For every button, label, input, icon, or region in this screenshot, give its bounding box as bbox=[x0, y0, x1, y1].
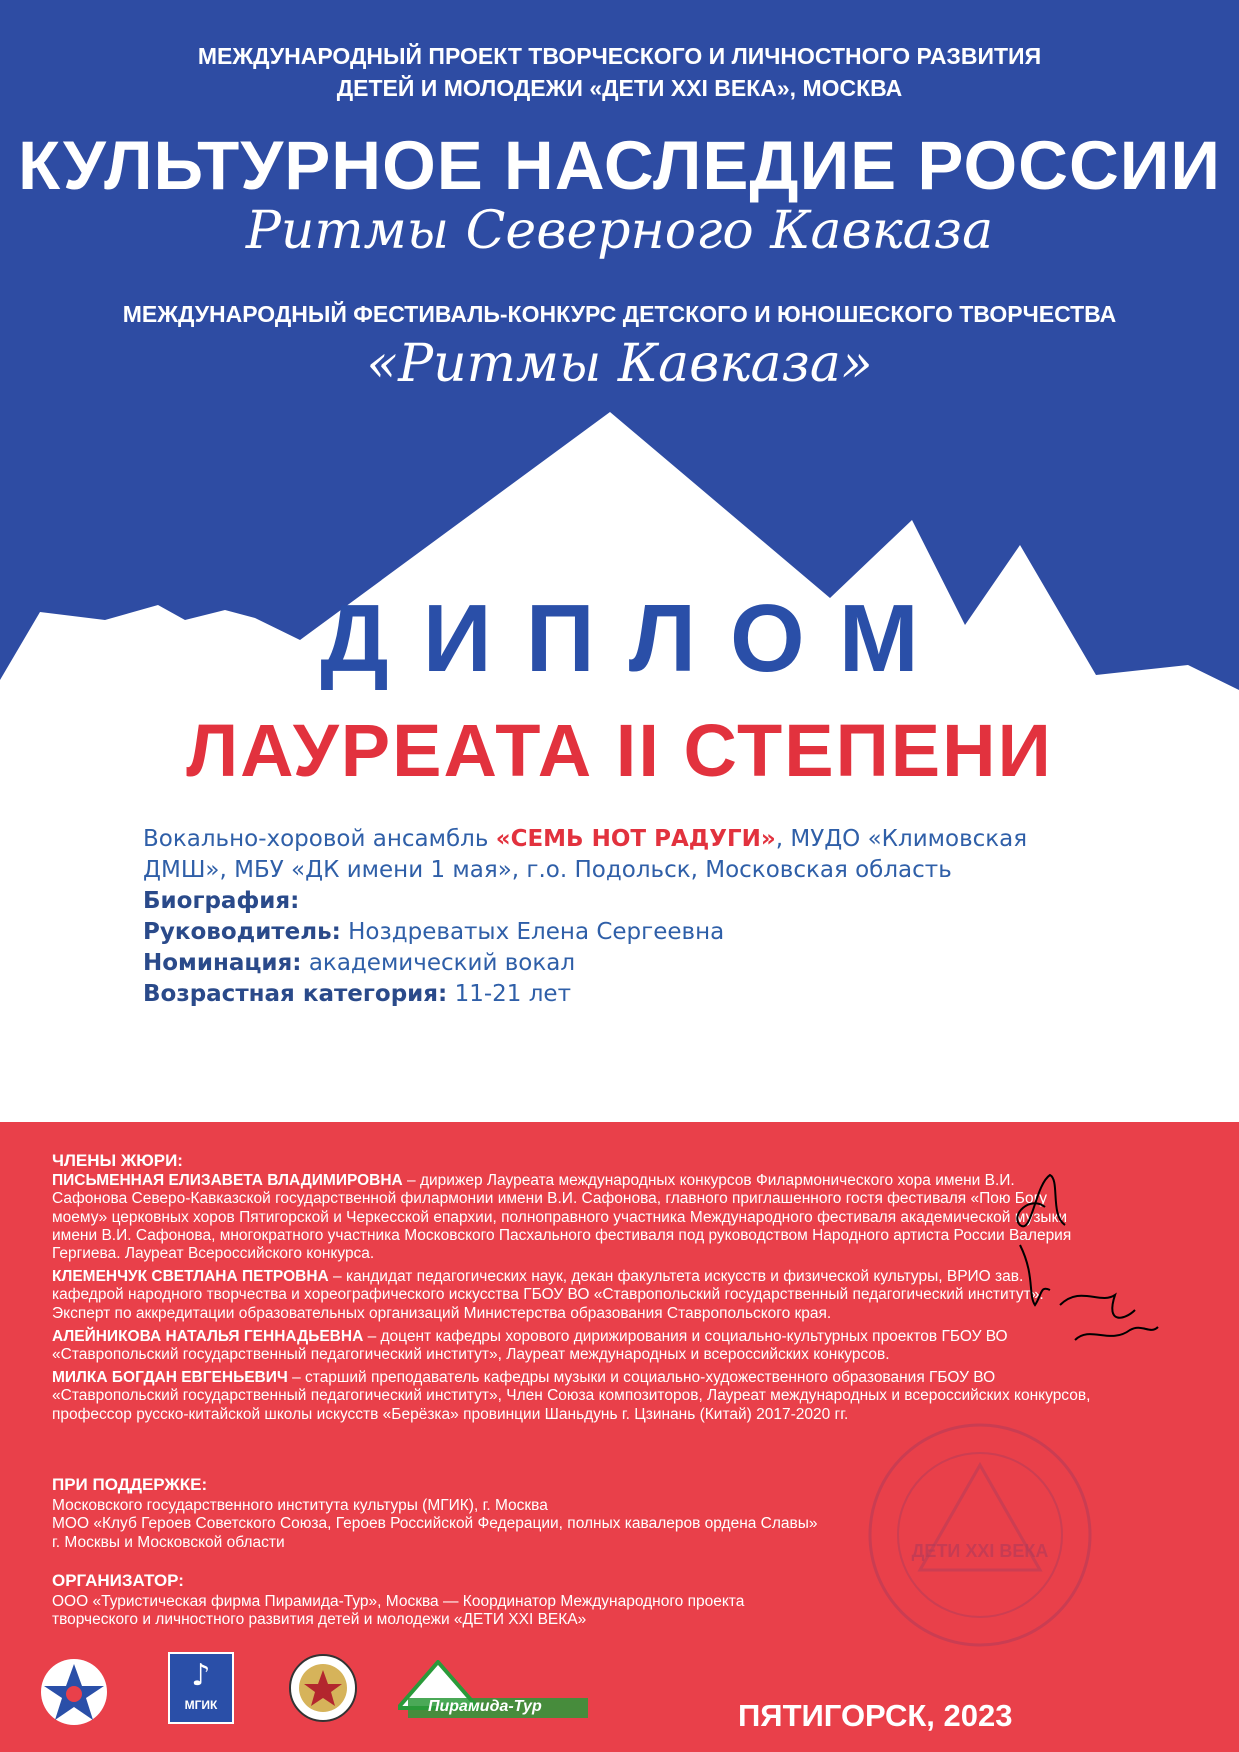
leader-label: Руководитель: bbox=[143, 919, 341, 945]
support-line: Московского государственного института культуры (МГИК), г. Москва bbox=[52, 1496, 548, 1514]
support-line: г. Москвы и Московской области bbox=[52, 1533, 285, 1551]
support-heading: ПРИ ПОДДЕРЖКЕ: bbox=[52, 1475, 208, 1494]
jury-heading: ЧЛЕНЫ ЖЮРИ: bbox=[52, 1151, 183, 1170]
support-section bbox=[52, 1476, 952, 1552]
nomination-row bbox=[143, 948, 1143, 979]
biography-label: Биография: bbox=[143, 888, 300, 914]
jury-member bbox=[52, 1369, 1092, 1424]
participant-details bbox=[143, 824, 1143, 1010]
age-label: Возрастная категория: bbox=[143, 981, 448, 1007]
jury-member-name: ПИСЬМЕННАЯ ЕЛИЗАВЕТА ВЛАДИМИРОВНА bbox=[52, 1172, 403, 1190]
lyre-icon: ♪ bbox=[191, 1658, 211, 1693]
organizer-heading: ОРГАНИЗАТОР: bbox=[52, 1571, 184, 1590]
diploma-title: ДИПЛОМ bbox=[320, 585, 953, 692]
leader-value: Ноздреватых Елена Сергеевна bbox=[340, 919, 725, 945]
participant-org-2: ДМШ», МБУ «ДК имени 1 мая», г.о. Подольск, Московская область bbox=[143, 857, 952, 883]
mgik-logo-label: МГИК bbox=[184, 1698, 218, 1712]
jury-member-name: КЛЕМЕНЧУК СВЕТЛАНА ПЕТРОВНА bbox=[52, 1268, 329, 1286]
project-header-line1: МЕЖДУНАРОДНЫЙ ПРОЕКТ ТВОРЧЕСКОГО И ЛИЧНОСТНОГО РАЗВИТИЯ bbox=[197, 43, 1042, 69]
support-line: МОО «Клуб Героев Советского Союза, Героев Российской Федерации, полных кавалеров ордена Славы» bbox=[52, 1515, 818, 1532]
dedi-xxi-veka-stamp bbox=[865, 1420, 1095, 1650]
age-value: 11-21 лет bbox=[447, 981, 571, 1007]
participant-line bbox=[143, 824, 1143, 855]
leader-row bbox=[143, 917, 1143, 948]
project-header-line2: ДЕТЕЙ И МОЛОДЕЖИ «ДЕТИ XXI ВЕКА», МОСКВА bbox=[336, 75, 903, 101]
jury-member-name: АЛЕЙНИКОВА НАТАЛЬЯ ГЕННАДЬЕВНА bbox=[52, 1327, 364, 1345]
laureate-degree: ЛАУРЕАТА II СТЕПЕНИ bbox=[186, 709, 1053, 792]
organizer-line: творческого и личностного развития детей и молодежи «ДЕТИ XXI ВЕКА» bbox=[52, 1611, 587, 1628]
stamp-text: ДЕТИ XXI ВЕКА bbox=[911, 1541, 1049, 1561]
project-header bbox=[0, 40, 1239, 104]
ensemble-name: «СЕМЬ НОТ РАДУГИ» bbox=[495, 826, 776, 852]
jury-member-text: – старший преподаватель кафедры музыки и социально-художественного образования ГБОУ ВО «Ставропольский государственный педагогический институт», Член Союза композиторов, Лауреат международных и всероссийских конкурсов, профессор русско-китайской школы искусств «Берёзка» провинции Шаньдунь г. Цзинань (Китай) 2017-2020 гг. bbox=[52, 1369, 1091, 1423]
main-title: КУЛЬТУРНОЕ НАСЛЕДИЕ РОССИИ bbox=[17, 127, 1221, 204]
nomination-label: Номинация: bbox=[143, 950, 302, 976]
nomination-value: академический вокал bbox=[301, 950, 576, 976]
jury-member-text: – кандидат педагогических наук, декан факультета искусств и физической культуры, ВРИО зав. кафедрой народного творчества и хореографического искусства ГБОУ ВО «Ставропольский государственный педагогический институт». Эксперт по аккредитации образовательных организаций Министерства образования Ставропольского края. bbox=[52, 1268, 1044, 1322]
organizer-line: ООО «Туристическая фирма Пирамида-Тур», Москва — Координатор Международного проекта bbox=[52, 1592, 745, 1610]
participant-org-1: , МУДО «Климовская bbox=[775, 826, 1028, 852]
city-year: ПЯТИГОРСК, 2023 bbox=[738, 1698, 1013, 1733]
subtitle-script: Ритмы Северного Кавказа bbox=[245, 201, 994, 261]
jury-signatures bbox=[860, 1155, 1160, 1355]
participant-prefix: Вокально-хоровой ансамбль bbox=[143, 826, 496, 852]
festival-emblem-logo bbox=[38, 1656, 110, 1728]
organizer-section bbox=[52, 1572, 952, 1630]
jury-member-text: – доцент кафедры хорового дирижирования и социально-культурных проектов ГБОУ ВО «Ставропольский государственный педагогический институт», Лауреат международных и всероссийских конкурсов. bbox=[52, 1327, 1008, 1364]
festival-name-script: «Ритмы Кавказа» bbox=[366, 334, 873, 394]
festival-heading: МЕЖДУНАРОДНЫЙ ФЕСТИВАЛЬ-КОНКУРС ДЕТСКОГО И ЮНОШЕСКОГО ТВОРЧЕСТВА bbox=[122, 301, 1117, 327]
piramida-tur-logo bbox=[398, 1660, 588, 1720]
jury-member-text: – дирижер Лауреата международных конкурсов Филармонического хора имени В.И. Сафонова Северо-Кавказской государственной филармонии имени В.И. Сафонова, главного приглашенного гостя фестиваля «Пою Богу моему» церковных хоров Пятигорской и Черкесской епархии, полноправного участника Международного фестиваля академической музыки имени В.И. Сафонова, многократного участника Московского Пасхального фестиваля под руководством Народного артиста России Валерия Гергиева. Лауреат Всероссийского конкурса. bbox=[52, 1172, 1072, 1263]
mgik-logo bbox=[168, 1652, 234, 1724]
heroes-club-logo bbox=[287, 1652, 359, 1724]
piramida-tur-label: Пирамида-Тур bbox=[428, 1698, 542, 1715]
age-row bbox=[143, 979, 1143, 1010]
jury-member-name: МИЛКА БОГДАН ЕВГЕНЬЕВИЧ bbox=[52, 1369, 288, 1387]
